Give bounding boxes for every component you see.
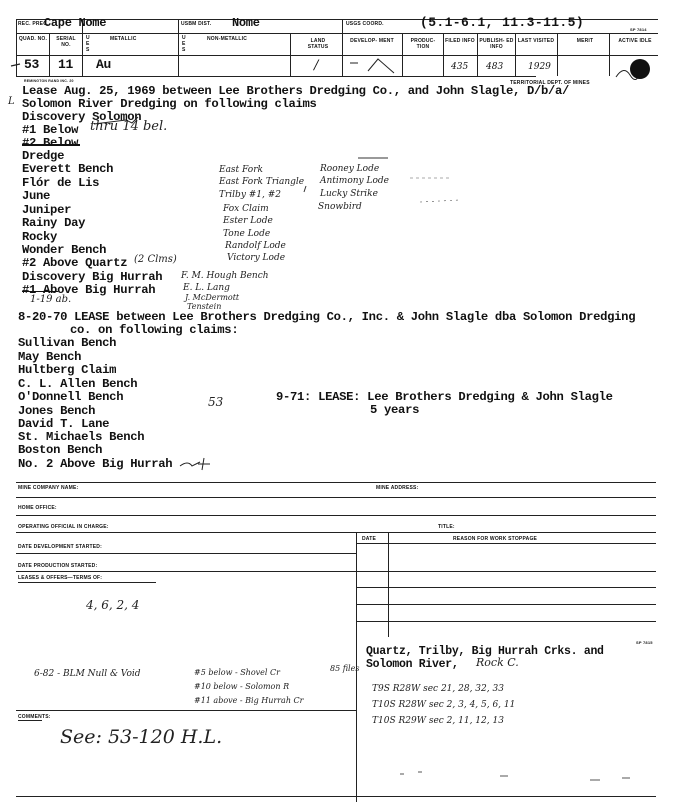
serial-no-header: SERIAL NO. <box>56 36 76 48</box>
hand-claim: East Fork Triangle <box>219 177 305 187</box>
operating-official-label: OPERATING OFFICIAL IN CHARGE: <box>18 524 109 530</box>
claim-st-michaels: St. Michaels Bench <box>18 430 145 444</box>
lease-1971-line1: 9-71: LEASE: Lee Brothers Dredging & John Slagle <box>276 390 613 404</box>
township-row-3: T10S R29W sec 2, 11, 12, 13 <box>372 716 504 726</box>
date-column-divider <box>388 532 389 637</box>
col-divider <box>402 33 403 76</box>
home-office-label: HOME OFFICE: <box>18 505 57 511</box>
mine-company-label: MINE COMPANY NAME: <box>18 485 79 491</box>
lease-1969-line2: Solomon River Dredging on following claims <box>22 97 317 111</box>
usgs-coord-label: USGS COORD. <box>346 21 384 27</box>
claim-flor-de-lis: Flór de Lis <box>22 176 100 190</box>
rule <box>16 532 656 533</box>
claim-hultberg: Hultberg Claim <box>18 363 117 377</box>
scribble-marks <box>300 156 620 216</box>
last-visited-header: LAST VISITED <box>517 38 555 44</box>
label-underline <box>18 720 42 721</box>
note-hurrah: 1-19 ab. <box>30 294 72 305</box>
label-underline <box>18 582 156 583</box>
territorial-label: TERRITORIAL DEPT. OF MINES <box>510 80 590 86</box>
note-below: thru 14 bel. <box>90 119 168 134</box>
rule <box>16 571 656 572</box>
hand-claim: Trilby #1, #2 <box>219 190 282 200</box>
claim-1-above-big-hurrah: #1 Above Big Hurrah <box>22 283 156 297</box>
header-colhead-rule <box>16 55 658 56</box>
location-line1: Quartz, Trilby, Big Hurrah Crks. and <box>366 645 604 658</box>
claim-sullivan: Sullivan Bench <box>18 336 117 350</box>
hand-claim: Randolf Lode <box>225 241 286 251</box>
rule <box>16 553 356 554</box>
claim-1-below: #1 Below <box>22 123 79 137</box>
header-mid-rule <box>16 33 658 34</box>
rule <box>356 604 656 605</box>
printer-label: REMINGTON RAND INC. 20 <box>24 79 74 83</box>
filed-info-header: FILED INFO <box>445 38 475 44</box>
claim-no2-above-big-hurrah: No. 2 Above Big Hurrah <box>18 457 173 471</box>
nonmetallic-marks: U E S <box>182 35 186 53</box>
claim-rocky: Rocky <box>22 230 58 244</box>
active-idle-mark <box>610 55 658 83</box>
usbm-dist-value: Nome <box>232 16 260 30</box>
development-mark <box>346 57 402 75</box>
production-header: PRODUC- TION <box>410 38 436 50</box>
mine-address-label: MINE ADDRESS: <box>376 485 419 491</box>
filed-info-value: 435 <box>451 62 469 72</box>
hand-claim: Ester Lode <box>223 216 273 226</box>
reason-stoppage-label: REASON FOR WORK STOPPAGE <box>453 536 538 542</box>
quad-mark <box>10 60 22 70</box>
form-number: SP 7814 <box>630 27 647 32</box>
claim-wonder-bench: Wonder Bench <box>22 243 107 257</box>
claim-discovery-big-hurrah: Discovery Big Hurrah <box>22 270 163 284</box>
date-column-label: DATE <box>362 536 377 542</box>
claim-cl-allen: C. L. Allen Bench <box>18 377 138 391</box>
rec-prec-label: REC. PREC. <box>18 21 49 27</box>
rule <box>356 543 656 544</box>
comments-label: COMMENTS: <box>18 714 51 720</box>
last-visited-value: 1929 <box>528 62 551 72</box>
hand-claim: Snowbird <box>318 202 362 212</box>
bottom-specks <box>360 760 660 790</box>
claim-david-lane: David T. Lane <box>18 417 110 431</box>
claim-juniper: Juniper <box>22 203 72 217</box>
quad-no-header: QUAD. NO. <box>18 36 48 42</box>
hand-claim: Antimony Lode <box>320 176 389 186</box>
page-ref: 53 <box>208 395 224 409</box>
published-info-value: 483 <box>486 62 504 72</box>
claim-may: May Bench <box>18 350 82 364</box>
claim-2-below: #2 Below <box>22 136 79 150</box>
col-divider <box>557 33 558 76</box>
development-header: DEVELOP- MENT <box>350 38 394 44</box>
nonmetallic-header: NON-METALLIC <box>207 36 248 42</box>
usgs-coord-value: (5.1-6.1, 11.3-11.5) <box>420 15 585 30</box>
serial-no-value: 11 <box>58 57 74 72</box>
claim-june: June <box>22 189 51 203</box>
margin-mark-b <box>178 456 214 472</box>
header-bottom-rule <box>16 76 536 77</box>
col-divider <box>290 33 291 76</box>
township-row-1: T9S R28W sec 21, 28, 32, 33 <box>372 684 504 694</box>
claim-discovery-solomon: Discovery Solomon <box>22 110 142 124</box>
lease-1971-line2: 5 years <box>370 403 420 417</box>
title-label: TITLE: <box>438 524 455 530</box>
claim-boston: Boston Bench <box>18 443 103 457</box>
col-divider <box>178 19 179 76</box>
metallic-marks: U E S <box>86 35 90 53</box>
land-status-value: / <box>314 58 319 73</box>
hand-claim: E. L. Lang <box>183 283 230 293</box>
claim-dredge: Dredge <box>22 149 65 163</box>
claim-rainy-day: Rainy Day <box>22 216 86 230</box>
usbm-dist-label: USBM DIST. <box>181 21 212 27</box>
hand-claim: Tone Lode <box>223 229 271 239</box>
rule <box>16 710 356 711</box>
claim-2-above-quartz: #2 Above Quartz <box>22 256 128 270</box>
hand-claim: Lucky Strike <box>320 189 378 199</box>
rec-prec-value: Cape Nome <box>44 16 107 30</box>
margin-mark-a: L <box>8 96 15 107</box>
rule <box>16 515 656 516</box>
strike-through <box>22 144 80 146</box>
col-divider <box>49 33 50 76</box>
blm-item-2: #10 below - Solomon R <box>194 682 290 691</box>
location-hand-extra: Rock C. <box>476 656 519 669</box>
blm-item-3: #11 above - Big Hurrah Cr <box>194 696 304 705</box>
blm-item-1: #5 below - Shovel Cr <box>194 668 280 677</box>
margin-number-marks: 4, 6, 2, 4 <box>86 598 140 612</box>
hand-claim: Rooney Lode <box>320 164 380 174</box>
rule <box>356 587 656 588</box>
township-row-2: T10S R28W sec 2, 3, 4, 5, 6, 11 <box>372 700 516 710</box>
rule <box>356 621 656 622</box>
lease-1970-line2: co. on following claims: <box>70 323 239 337</box>
quad-no-value: 53 <box>24 57 40 72</box>
metallic-value: Au <box>96 57 112 72</box>
hand-claim: East Fork <box>219 165 263 175</box>
bottom-rule <box>16 796 656 797</box>
hand-claim: F. M. Hough Bench <box>181 271 269 281</box>
merit-header: MERIT <box>576 38 594 44</box>
lease-1970-line1: 8-20-70 LEASE between Lee Brothers Dredging Co., Inc. & John Slagle dba Solomon Dredging <box>18 310 636 324</box>
note-quartz: (2 Clms) <box>134 254 177 265</box>
date-production-label: DATE PRODUCTION STARTED: <box>18 563 98 569</box>
form-section-top-rule <box>16 482 656 483</box>
col-divider <box>342 19 343 76</box>
blm-note: 6-82 - BLM Null & Void <box>34 669 141 679</box>
claim-everett: Everett Bench <box>22 162 114 176</box>
blm-side-note: 85 files <box>330 664 360 673</box>
col-divider <box>443 33 444 76</box>
hand-claim: Fox Claim <box>223 204 269 214</box>
strike-through <box>22 291 58 292</box>
land-status-header: LAND STATUS <box>307 38 329 50</box>
hand-claim: Tenstein <box>187 302 222 311</box>
col-divider <box>477 33 478 76</box>
rule <box>16 497 656 498</box>
claim-jones: Jones Bench <box>18 404 96 418</box>
location-line2: Solomon River, <box>366 658 459 671</box>
lease-1969-line1: Lease Aug. 25, 1969 between Lee Brothers Dredging Co., and John Slagle, D/b/a/ <box>22 84 570 98</box>
date-development-label: DATE DEVELOPMENT STARTED: <box>18 544 102 550</box>
published-info-header: PUBLISH- ED INFO <box>479 38 514 50</box>
col-divider <box>515 33 516 76</box>
active-idle-header: ACTIVE IDLE <box>618 38 652 44</box>
claim-odonnell: O'Donnell Bench <box>18 390 124 404</box>
hand-claim: Victory Lode <box>227 253 286 263</box>
comments-note: See: 53-120 H.L. <box>60 726 223 748</box>
form-number-2: SP 7815 <box>636 640 653 645</box>
leases-offers-label: LEASES & OFFERS—TERMS OF: <box>18 575 103 581</box>
metallic-header: METALLIC <box>110 36 137 42</box>
hand-claim: J. McDermott <box>185 293 240 302</box>
